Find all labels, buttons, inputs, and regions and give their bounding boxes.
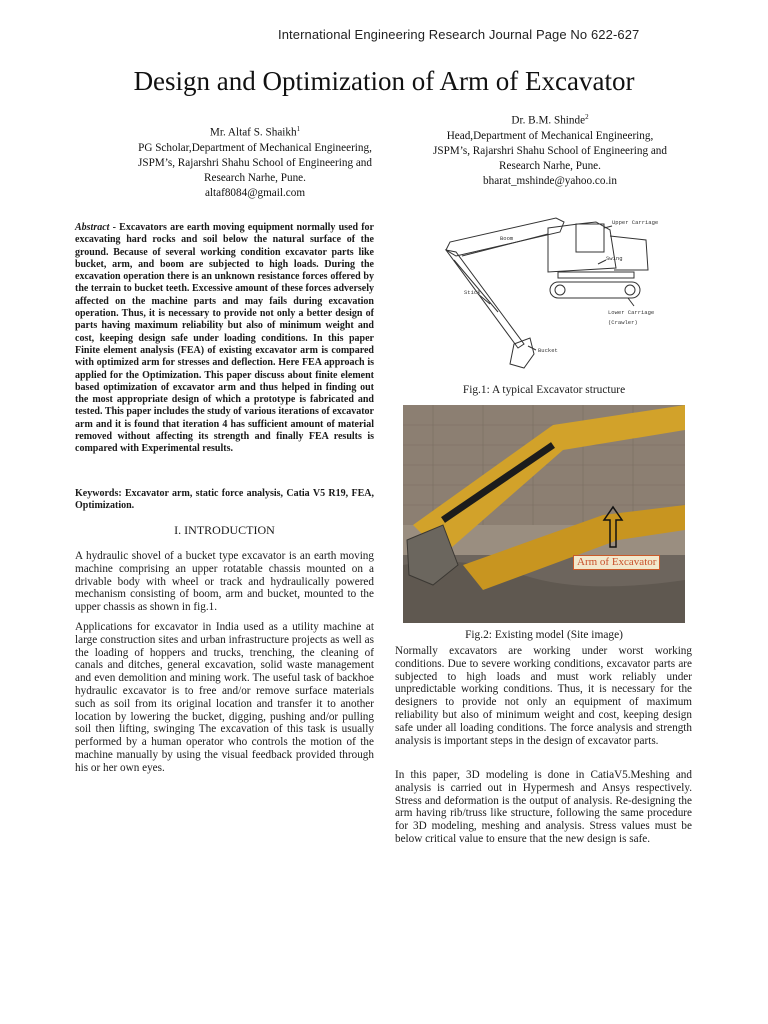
body-paragraph-1: Normally excavators are working under worst working conditions. Due to severe working conditions, excavator parts are subjected to high loads and must work reliably under unpredictable working conditions. Thus, it is necessary for the designers to provide not only an equipment of maximum reliability but also of minimum weight and cost, keeping design safe under all loading conditions. The force analysis and strength analysis is important steps in the design of excavator parts. — [395, 645, 692, 747]
author-email: altaf8084@gmail.com — [204, 186, 306, 199]
author-affiliation: Head,Department of Mechanical Engineering, — [446, 129, 654, 142]
author-email: bharat_mshinde@yahoo.co.in — [483, 174, 617, 187]
author-name: Dr. B.M. Shinde$^2$ — [511, 113, 589, 127]
author-affiliation: JSPM’s, Rajarshri Shahu School of Engineering and — [433, 144, 667, 157]
abstract — [75, 222, 374, 456]
abstract-text: - Excavators are earth moving equipment normally used for excavating hard rocks and soil below the natural surface of the ground. Because of several working condition excavator parts like bucket, arm, and boom are subjected to high loads. During the excavation operation there is an unknown resistance forces offered by the terrain to bucket teeth. Excessive amount of these forces adversely affected on the machine parts and may fails during excavation operation. Thus, it is necessary to provide not only a better design of parts having maximum reliability but also of minimum weight and cost, keeping design safe under loading conditions. In this paper Finite element analysis (FEA) of existing excavator arm is compared with optimized arm for stresses and deflection. Here FEA approach is applied for the Optimization. This paper discuss about finite element based optimization of excavator arm and thus helped in finding out the most appropriate design of which a prototype is fabricated and tested. This paper includes the study of various iterations of excavator arm and it is found that iteration 4 has sufficient amount of material removed without affecting its strength and finally FEA results is compared with Experimental results. — [75, 222, 374, 455]
track-wheel — [555, 285, 565, 295]
author-affiliation: JSPM’s, Rajarshri Shahu School of Engineering and — [138, 156, 372, 169]
keywords: Keywords: Excavator arm, static force analysis, Catia V5 R19, FEA, Optimization. — [75, 488, 374, 512]
section-heading-introduction: I. INTRODUCTION — [174, 523, 275, 537]
label-bucket: Bucket — [538, 347, 558, 354]
label-crawler: (Crawler) — [608, 319, 638, 326]
label-lower-carriage: Lower Carriage — [608, 309, 655, 316]
author-name: Mr. Altaf S. Shaikh$^1$ — [209, 125, 301, 139]
leader-lower-carriage — [628, 298, 634, 306]
leader-swing — [598, 260, 606, 264]
cab — [576, 224, 604, 252]
author-block-1 — [130, 122, 380, 201]
label-boom: Boom — [500, 235, 514, 242]
site-photo-illustration — [403, 405, 685, 623]
stick-cylinder — [454, 260, 498, 312]
label-upper-carriage: Upper Carriage — [612, 219, 659, 226]
body-paragraph-2: In this paper, 3D modeling is done in CatiaV5.Meshing and analysis is carried out in Hypermesh and Ansys respectively. Stress and deformation is the output of analysis. Re-designing the arm having rib/truss like structure, following the same procedure for 3D modeling, meshing and analysis. Stress values must be below critical value to ensure that the new design is safe. — [395, 769, 692, 845]
site-photo — [403, 405, 685, 623]
swing-base — [558, 272, 634, 278]
intro-paragraph-2: Applications for excavator in India used as a utility machine at large construction sites and urban infrastructure projects as well as the loading of hoppers and trucks, trenching, the cleaning of canals and ditches, general excavation, solid waste management and even demolition and mining work. The useful task of backhoe hydraulic excavator is to free and/or remove surface materials such as soil from its original location and transfer it to another location by lowering the bucket, digging, pushing and/or pulling soil then lifting, swinging The excavation of this task is usually performed by a human operator who controls the motion of the machine manually by using the visual feedback provided through his or her own eyes. — [75, 621, 374, 774]
author-affiliation: Research Narhe, Pune. — [499, 159, 601, 172]
abstract-label: Abstract — [75, 222, 110, 233]
journal-header: International Engineering Research Journal Page No 622-627 — [278, 27, 640, 42]
label-swing: Swing — [606, 255, 623, 262]
intro-paragraph-1: A hydraulic shovel of a bucket type excavator is an earth moving machine comprising an upper rotatable chassis mounted on a drivable body with wheel or track and hydraulically powered mechanism consisting of boom, arm and bucket, mounted to the upper chassis as shown in fig.1. — [75, 550, 374, 614]
upper-carriage — [548, 222, 616, 272]
figure-1-caption: Fig.1: A typical Excavator structure — [462, 384, 626, 396]
author-block-2 — [410, 110, 690, 189]
arm-of-excavator-label: Arm of Excavator — [573, 555, 660, 570]
author-affiliation: Research Narhe, Pune. — [204, 171, 306, 184]
author-affiliation: PG Scholar,Department of Mechanical Engineering, — [138, 141, 372, 154]
paper-title: Design and Optimization of Arm of Excavator — [133, 66, 635, 96]
figure-2-caption: Fig.2: Existing model (Site image) — [465, 629, 623, 641]
track-wheel — [625, 285, 635, 295]
crawler-track — [550, 282, 640, 298]
excavator-structure-diagram — [438, 212, 688, 377]
label-stick: Stick — [464, 289, 481, 296]
